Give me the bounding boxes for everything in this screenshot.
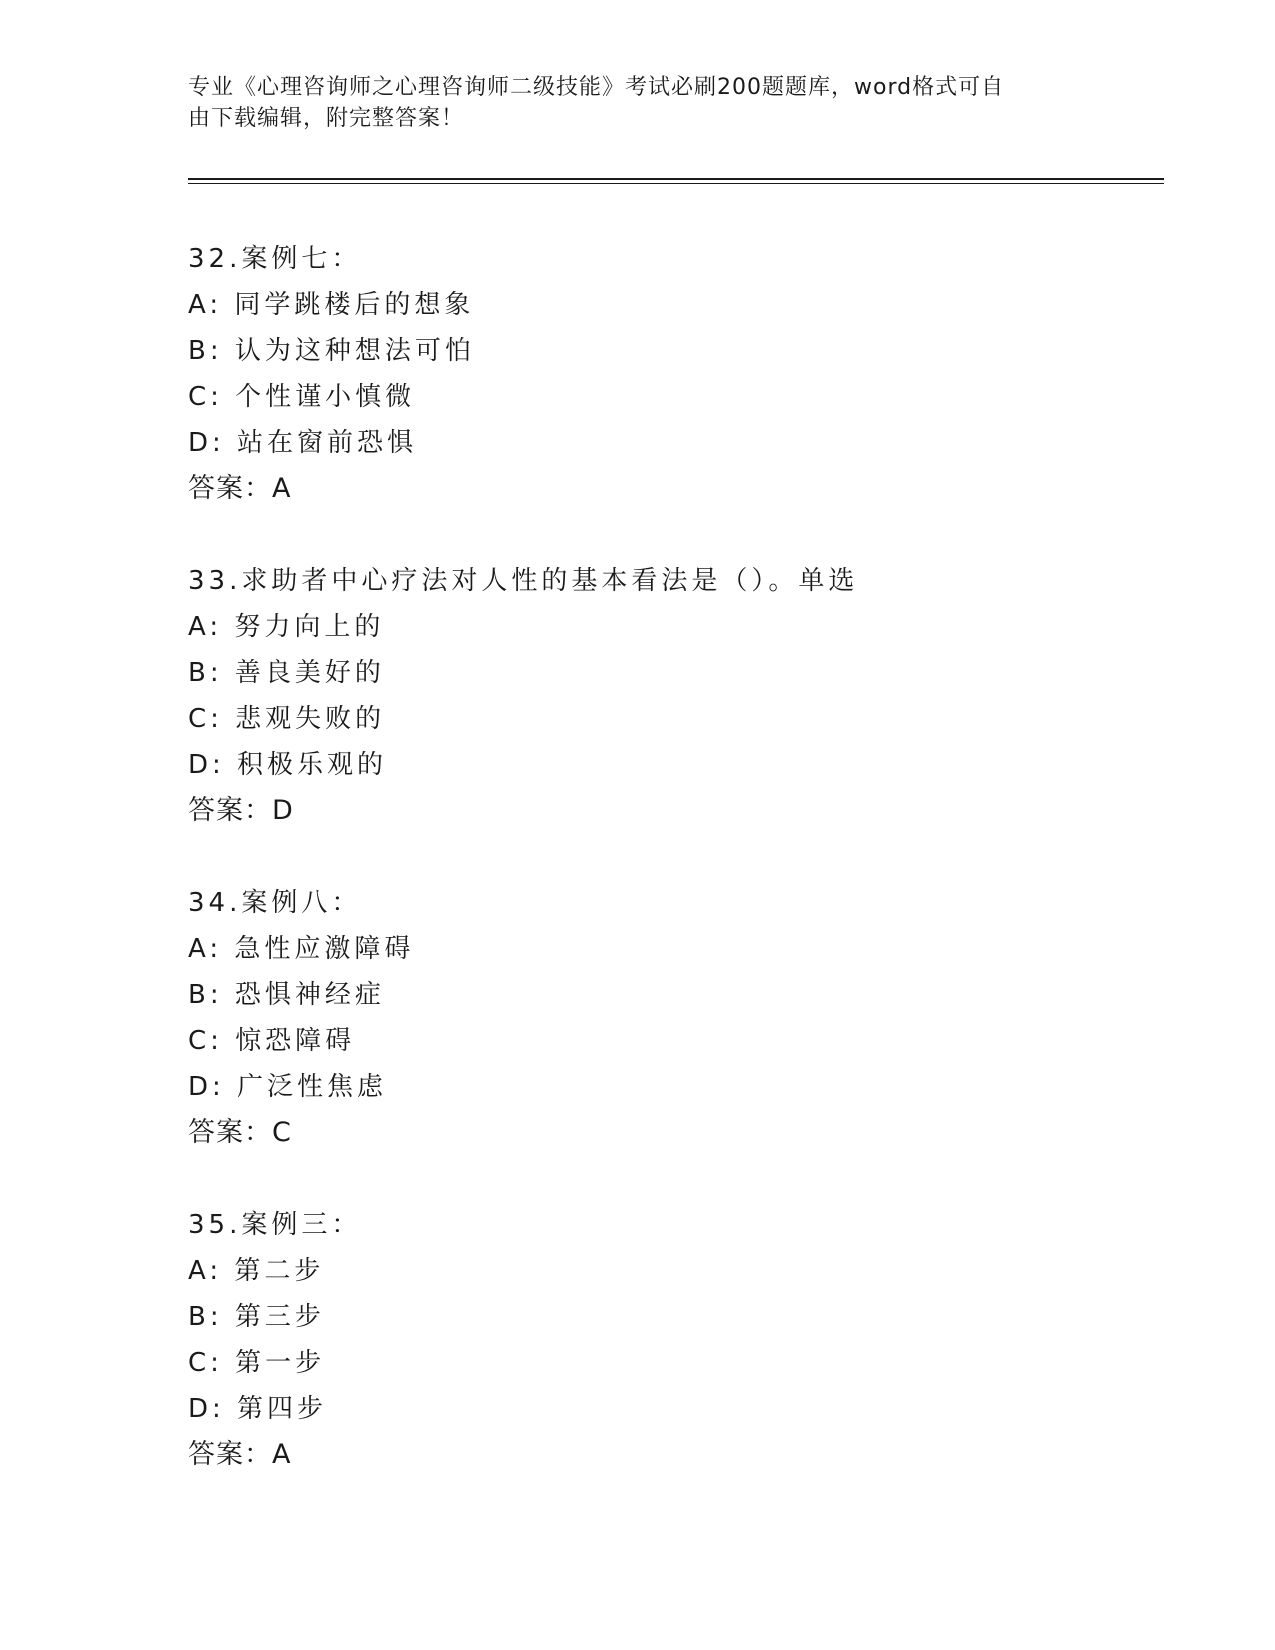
question-list <box>188 236 1088 1524</box>
option-a: A: 第二步 <box>188 1256 325 1286</box>
option-d: D: 第四步 <box>188 1394 328 1424</box>
option-d: D: 广泛性焦虑 <box>188 1072 388 1102</box>
option-d: D: 积极乐观的 <box>188 750 388 780</box>
option-a: A: 急性应激障碍 <box>188 934 415 964</box>
question-35 <box>188 1202 1088 1478</box>
document-header <box>188 72 1068 134</box>
header-divider-thin <box>188 183 1164 184</box>
option-b: B: 认为这种想法可怕 <box>188 336 475 366</box>
question-34 <box>188 880 1088 1156</box>
answer-line: 答案：A <box>188 473 292 504</box>
answer-line: 答案：D <box>188 795 294 826</box>
option-c: C: 个性谨小慎微 <box>188 382 416 412</box>
question-stem: 32.案例七： <box>188 244 362 274</box>
option-b: B: 第三步 <box>188 1302 325 1332</box>
header-line-2: 由下载编辑，附完整答案！ <box>188 106 465 131</box>
question-32 <box>188 236 1088 512</box>
option-c: C: 第一步 <box>188 1348 326 1378</box>
option-c: C: 悲观失败的 <box>188 704 386 734</box>
question-stem: 35.案例三： <box>188 1210 362 1240</box>
option-a: A: 努力向上的 <box>188 612 385 642</box>
option-a: A: 同学跳楼后的想象 <box>188 290 475 320</box>
option-b: B: 善良美好的 <box>188 658 385 688</box>
header-divider-thick <box>188 178 1164 180</box>
answer-line: 答案：C <box>188 1117 292 1148</box>
answer-line: 答案：A <box>188 1439 292 1470</box>
option-c: C: 惊恐障碍 <box>188 1026 356 1056</box>
question-stem: 33.求助者中心疗法对人性的基本看法是（）。单选 <box>188 566 859 596</box>
question-stem: 34.案例八： <box>188 888 362 918</box>
question-33 <box>188 558 1088 834</box>
option-b: B: 恐惧神经症 <box>188 980 385 1010</box>
option-d: D: 站在窗前恐惧 <box>188 428 418 458</box>
header-line-1: 专业《心理咨询师之心理咨询师二级技能》考试必刷200题题库，word格式可自 <box>188 75 1005 100</box>
